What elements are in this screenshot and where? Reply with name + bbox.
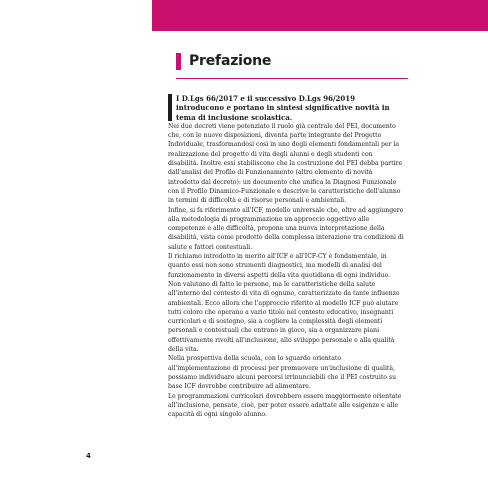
paragraph-1: Nei due decreti viene potenziato il ruolo già centrale del PEI, documento che, con le nuove disposizioni, diventa parte integrante del Progetto Individuale, trasformandosi così in uno degli elementi fondamentali per la realizzazione del progetto di vita degli alunni e degli studenti con disabilità. Inoltre essi stabiliscono che la costruzione del PEI debba partire dall'analisi del Profilo di Funzionamento (altro elemento di novità introdotto dal decreto): un documento che unifica la Diagnosi Funzionale con il Profilo Dinamico-Funzionale e descrive le caratteristiche dell'alunno in termini di difficoltà e di risorse personali e ambientali. bbox=[168, 122, 403, 205]
paragraph-4: Nella prospettiva della scuola, con lo sguardo orientato all'implementazione di processi per promuovere un'inclusione di qualità, possiamo individuare alcuni percorsi irrinunciabili che il PEI costruito su base ICF dovrebbe contribuire ad alimentare. bbox=[168, 355, 397, 391]
page-number: 4 bbox=[86, 452, 91, 460]
intro-paragraph: I D.Lgs 66/2017 e il successivo D.Lgs 96/2019 introducono e portano in sintesi significative novità in tema di inclusione scolastica. bbox=[176, 94, 390, 122]
paragraph-3: Il richiamo introdotto in merito all'ICF e all'ICF-CY è fondamentale, in quanto essi non sono strumenti diagnostici, ma modelli di analisi del funzionamento in diversi aspetti della vita quotidiana di ogni individuo. Non valutano di fatto le persone, ma le caratteristiche della salute all'interno del contesto di vita di ognuno, caratterizzato da tante influenze ambientali. Ecco allora che l'approccio riferito al modello ICF può aiutare tutti coloro che operano a vario titolo nel contesto educativo, insegnanti curricolari e di sostegno, sia a cogliere la complessità degli elementi personali e contestuali che entrano in gioco, sia a organizzare piani effettivamente rivolti all'inclusione, allo sviluppo personale e alla qualità della vita. bbox=[168, 253, 400, 354]
heading-divider bbox=[176, 78, 408, 79]
body-text bbox=[168, 94, 404, 419]
heading-marker bbox=[176, 53, 181, 70]
paragraph-5: Le programmazioni curricolari dovrebbero essere maggiormente orientate all'inclusione, pensate, cioè, per poter essere adattate alle esigenze e alle capacità di ogni singolo alunno. bbox=[168, 392, 402, 419]
paragraph-2: Infine, si fa riferimento all'ICF, modello universale che, oltre ad aggiungere alla metodologia di programmazione un approccio oggettivo alle competenze e alle difficoltà, propone una nuova interpretazione della disabilità, vista come prodotto della complessa interazione tra condizioni di salute e fattori contestuali. bbox=[168, 206, 404, 251]
header-color-bar bbox=[152, 0, 488, 31]
page-title: Prefazione bbox=[189, 53, 272, 69]
section-heading bbox=[176, 48, 271, 74]
